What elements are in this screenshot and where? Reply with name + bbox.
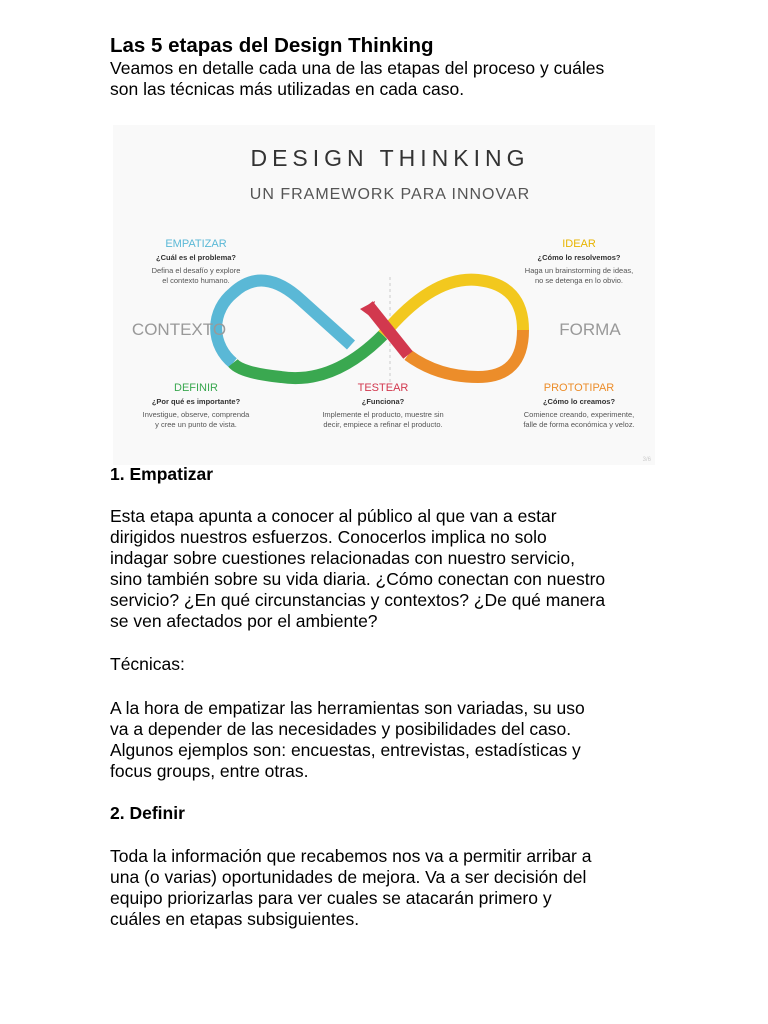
stage-desc-line: no se detenga en lo obvio. (535, 276, 623, 285)
text-line: se ven afectados por el ambiente? (110, 611, 378, 631)
stage-desc-line: decir, empiece a refinar el producto. (323, 420, 443, 429)
section-title: 1. Empatizar (110, 464, 214, 484)
text-line: Esta etapa apunta a conocer al público al que van a estar (110, 506, 557, 526)
text-line: focus groups, entre otras. (110, 761, 309, 781)
section-empatizar-tech-label (110, 654, 670, 675)
stage-question: ¿Cómo lo resolvemos? (537, 253, 621, 262)
stage-name: TESTEAR (357, 382, 409, 394)
section-definir (110, 803, 670, 824)
document-header (110, 34, 670, 100)
section-definir-paragraph-1 (110, 846, 670, 930)
stage-name: DEFINIR (174, 382, 218, 394)
stage-name: EMPATIZAR (165, 238, 227, 250)
stage-desc-line: Investigue, observe, comprenda (142, 410, 250, 419)
stage-desc-line: falle de forma económica y veloz. (523, 420, 635, 429)
text-line: A la hora de empatizar las herramientas son variadas, su uso (110, 698, 585, 718)
stage-desc-line: Implemente el producto, muestre sin (322, 410, 444, 419)
diagram-canvas (113, 125, 655, 465)
diagram-heading: DESIGN THINKING (250, 145, 530, 171)
stage-question: ¿Funciona? (361, 397, 405, 406)
text-line: indagar sobre cuestiones relacionadas con nuestro servicio, (110, 548, 575, 568)
section-empatizar-paragraph-1 (110, 506, 670, 632)
stage-desc-line: Haga un brainstorming de ideas, (524, 266, 634, 275)
stage-desc-line: y cree un punto de vista. (155, 420, 237, 429)
text-line: cuáles en etapas subsiguientes. (110, 909, 360, 929)
tech-label: Técnicas: (110, 654, 185, 674)
text-line: Algunos ejemplos son: encuestas, entrevistas, estadísticas y (110, 740, 581, 760)
stage-name: PROTOTIPAR (543, 382, 615, 394)
stage-question: ¿Cómo lo creamos? (542, 397, 616, 406)
watermark: 3/6 (642, 457, 651, 463)
text-line: Toda la información que recabemos nos va a permitir arribar a (110, 846, 592, 866)
section-empatizar-paragraph-2 (110, 698, 670, 782)
stage-question: ¿Cuál es el problema? (155, 253, 237, 262)
stage-desc-line: Comience creando, experimente, (523, 410, 635, 419)
intro-line-1: Veamos en detalle cada una de las etapas del proceso y cuáles (110, 58, 605, 78)
label-contexto: CONTEXTO (131, 320, 227, 339)
intro-line-2: son las técnicas más utilizadas en cada caso. (110, 79, 465, 99)
page-title: Las 5 etapas del Design Thinking (110, 34, 434, 57)
stage-desc-line: Defina el desafío y explore (151, 266, 241, 275)
label-forma: FORMA (559, 320, 621, 339)
stage-question: ¿Por qué es importante? (151, 397, 241, 406)
diagram-subheading: UN FRAMEWORK PARA INNOVAR (249, 186, 531, 203)
text-line: equipo priorizarlas para ver cuales se atacarán primero y (110, 888, 552, 908)
section-empatizar (110, 464, 670, 485)
text-line: sino también sobre su vida diaria. ¿Cómo conectan con nuestro (110, 569, 606, 589)
text-line: servicio? ¿En qué circunstancias y contextos? ¿De qué manera (110, 590, 606, 610)
section-title: 2. Definir (110, 803, 185, 823)
text-line: una (o varias) oportunidades de mejora. Va a ser decisión del (110, 867, 587, 887)
stage-name: IDEAR (562, 238, 596, 250)
text-line: dirigidos nuestros esfuerzos. Conocerlos implica no solo (110, 527, 547, 547)
text-line: va a depender de las necesidades y posibilidades del caso. (110, 719, 572, 739)
stage-desc-line: el contexto humano. (162, 276, 230, 285)
design-thinking-diagram (113, 125, 655, 465)
